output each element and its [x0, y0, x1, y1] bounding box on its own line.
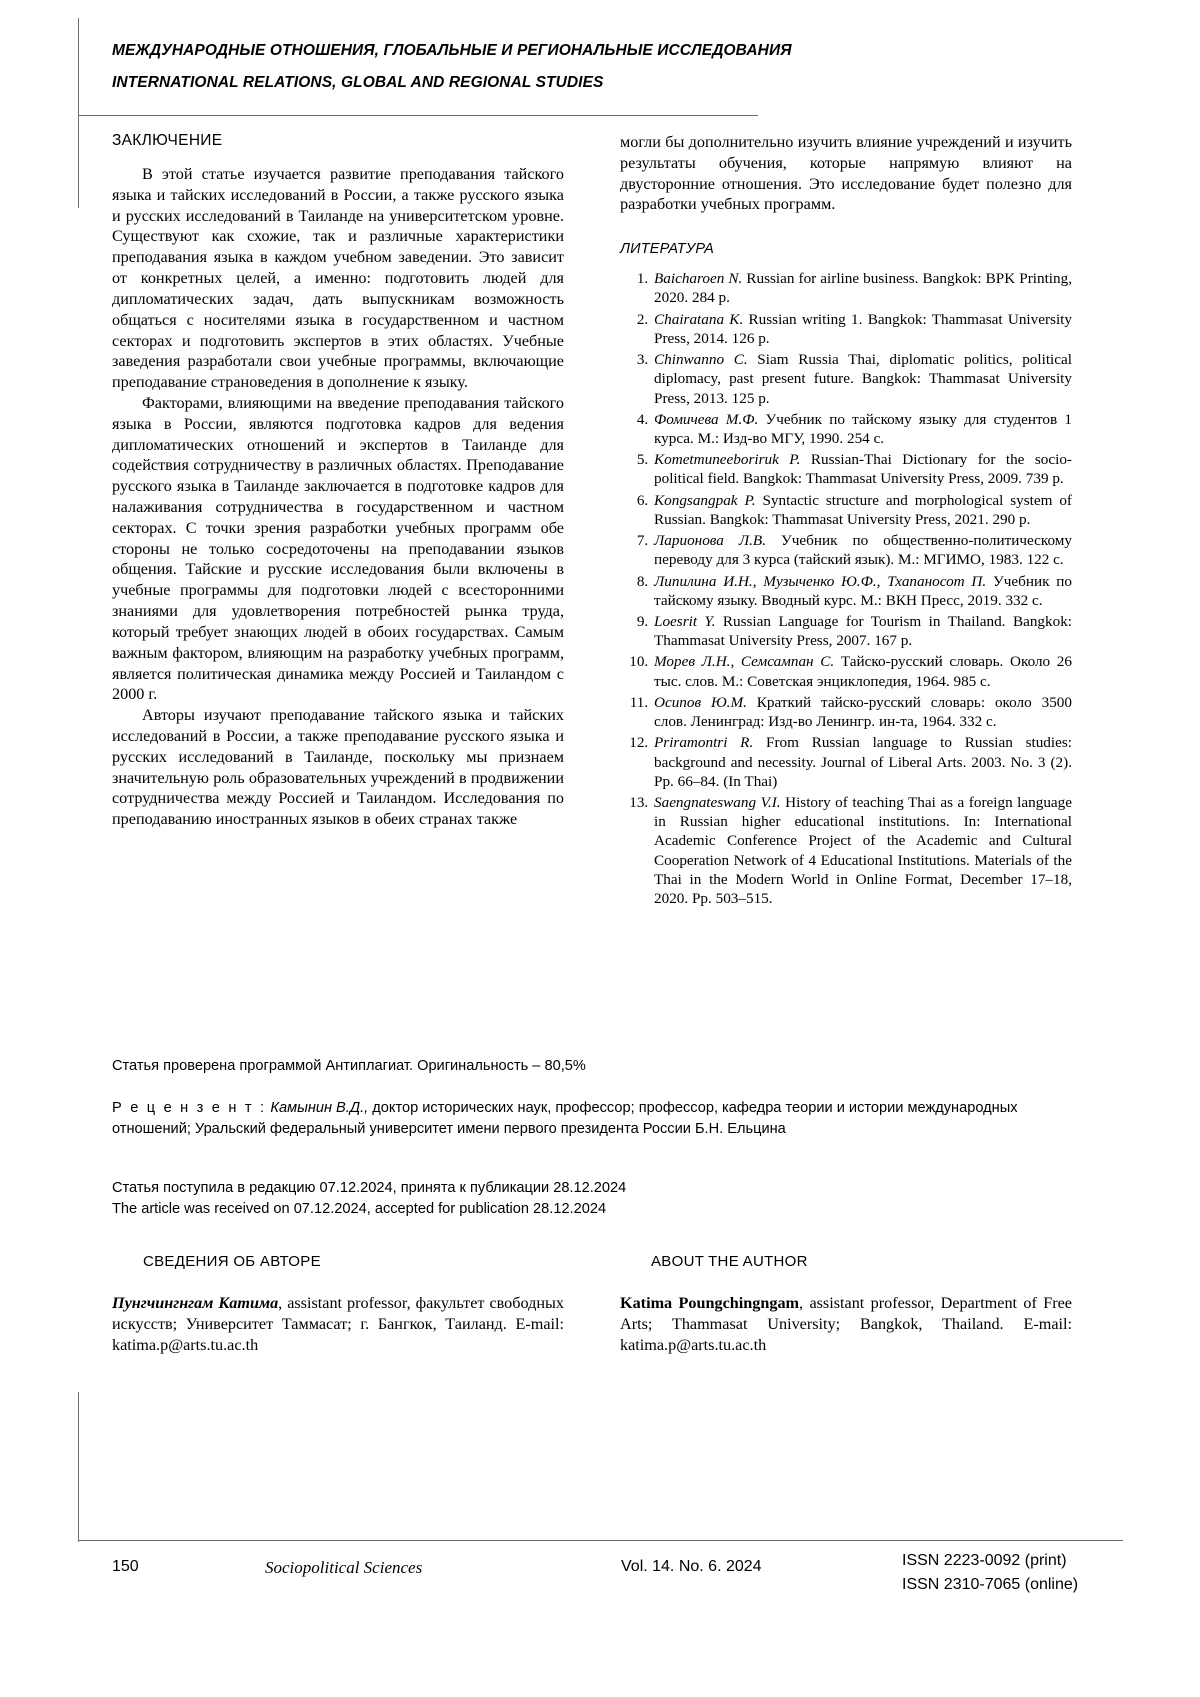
- reference-text: Учебник по общественно-политическому переводу для 3 курса (тайский язык). М.: МГИМО, 1983. 122 с.: [654, 532, 1072, 569]
- reviewer-name: Камынин В.Д.,: [270, 1100, 369, 1116]
- header-divider: [78, 115, 758, 116]
- received-dates: [112, 1178, 1072, 1219]
- section-heading-conclusion: ЗАКЛЮЧЕНИЕ: [112, 132, 223, 149]
- reference-item: [652, 612, 1072, 650]
- reference-text: Syntactic structure and morphological system of Russian. Bangkok: Thammasat University Press, 2021. 290 p.: [654, 491, 1072, 528]
- reference-item: [652, 652, 1072, 690]
- journal-name: Sociopolitical Sciences: [265, 1558, 423, 1577]
- footer-divider: [78, 1540, 1123, 1541]
- running-head-en: INTERNATIONAL RELATIONS, GLOBAL AND REGIONAL STUDIES: [112, 74, 604, 91]
- reference-author: Фомичева М.Ф.: [654, 410, 759, 428]
- author-info-en: [620, 1293, 1072, 1356]
- references-heading: ЛИТЕРАТУРА: [620, 241, 714, 258]
- reference-item: [652, 531, 1072, 569]
- reference-item: [652, 410, 1072, 448]
- reference-author: Chairatana K.: [654, 310, 744, 328]
- crop-rule-left-bottom: [78, 1392, 79, 1542]
- references-list: [620, 269, 1072, 908]
- reference-author: Липилина И.Н., Музыченко Ю.Ф., Тхапаносот П.: [654, 572, 987, 590]
- issn-print: ISSN 2223-0092 (print): [902, 1552, 1067, 1569]
- reference-item: [652, 269, 1072, 307]
- reviewer-label: Р е ц е н з е н т :: [112, 1100, 267, 1116]
- reference-author: Осипов Ю.М.: [654, 693, 747, 711]
- crop-rule-left-top: [78, 18, 79, 208]
- author-info-heading-ru: СВЕДЕНИЯ ОБ АВТОРЕ: [143, 1253, 321, 1270]
- author-info-heading-en: ABOUT THE AUTHOR: [651, 1253, 808, 1270]
- received-en: The article was received on 07.12.2024, accepted for publication 28.12.2024: [112, 1200, 607, 1217]
- conclusion-paragraph-1: В этой статье изучается развитие преподавания тайского языка и тайских исследований в России, а также русского языка и русских исследований в Таиланде на университетском уровне. Существуют как схожие, так и различные характеристики преподавания языка в каждом учебном заведении. Это зависит от конкретных целей, а именно: подготовить людей для дипломатических задач, дать выпускникам возможность общаться с носителями языка в государственном и частном секторах и подготовить экспертов в этих областях. Учебные заведения разработали свои учебные программы, включающие преподавание страноведения в дополнение к языку.: [112, 165, 564, 392]
- reference-item: [652, 450, 1072, 488]
- conclusion-paragraph-3: Авторы изучают преподавание тайского языка и тайских исследований в России, а также преподавание русского языка и русских исследований в Таиланде, поскольку мы признаем значительную роль образовательных учреждений в продвижении сотрудничества между Россией и Таиландом. Исследования по преподаванию иностранных языков в обеих странах также: [112, 706, 564, 829]
- reference-text: Russian for airline business. Bangkok: BPK Printing, 2020. 284 p.: [654, 270, 1072, 307]
- conclusion-paragraph-2: Факторами, влияющими на введение преподавания тайского языка в России, являются подготовка кадров для ведения дипломатических отношений и экспертов в Таиланде для содействия сотрудничеству в различных областях. Преподавание русского языка в Таиланде заключается в подготовке кадров для налаживания сотрудничества в государственном и частном секторах. С точки зрения разработки учебных программ обе стороны не только сосредоточены на преподавании языков общения. Тайские и русские исследования были включены в учебные программы для подготовки людей с всесторонними знаниями для удовлетворения потребностей рынка труда, который требует знающих людей в обоих государствах. Самым важным фактором, влияющим на разработку учебных программ, является политическая динамика между Россией и Таиландом с 2000 г.: [112, 393, 564, 704]
- reference-text: Russian Language for Tourism in Thailand. Bangkok: Thammasat University Press, 2007. 167 p.: [654, 612, 1073, 650]
- author-affiliation-ru: , assistant professor, факультет свободных искусств; Университет Таммасат; г. Бангкок, Таиланд. E-mail: katima.p@arts.tu.ac.th: [112, 1294, 564, 1355]
- reference-author: Kongsangpak P.: [654, 491, 756, 509]
- reviewer-note: [112, 1098, 1072, 1139]
- column-left: [112, 132, 564, 830]
- reference-text: Russian-Thai Dictionary for the socio-political field. Bangkok: Thammasat University Press, 2009. 739 p.: [654, 451, 1072, 488]
- author-name-ru: Пунгчингнгам Катима: [112, 1294, 279, 1312]
- reference-text: Тайско-русский словарь. Около 26 тыс. слов. М.: Советская энциклопедия, 1964. 985 с.: [654, 653, 1072, 690]
- author-affiliation-en: , assistant professor, Department of Free Arts; Thammasat University; Bangkok, Thailand. E-mail: katima.p@arts.tu.ac.th: [620, 1294, 1072, 1355]
- reference-item: [652, 572, 1072, 610]
- reference-text: From Russian language to Russian studies: background and necessity. Journal of Liberal Arts. 2003. No. 3 (2). Pp. 66–84. (In Thai): [654, 734, 1072, 790]
- reference-author: Ларионова Л.В.: [654, 532, 767, 550]
- reference-text: Учебник по тайскому языку. Вводный курс. М.: ВКН Пресс, 2019. 332 с.: [654, 572, 1072, 609]
- reference-author: Морев Л.Н., Семсампан С.: [654, 653, 835, 671]
- reference-author: Baicharoen N.: [654, 270, 743, 288]
- reviewer-affiliation: доктор исторических наук, профессор; профессор, кафедра теории и истории международных отношений; Уральский федеральный университет имени первого президента России Б.Н. Ельцина: [112, 1100, 1018, 1137]
- reference-author: Priramontri R.: [654, 734, 754, 752]
- reference-author: Loesrit Y.: [654, 612, 716, 630]
- issn-online: ISSN 2310-7065 (online): [902, 1576, 1079, 1593]
- antiplagiat-note: Статья проверена программой Антиплагиат. Оригинальность – 80,5%: [112, 1058, 586, 1074]
- running-head-ru: МЕЖДУНАРОДНЫЕ ОТНОШЕНИЯ, ГЛОБАЛЬНЫЕ И РЕГИОНАЛЬНЫЕ ИССЛЕДОВАНИЯ: [112, 42, 792, 59]
- reference-item: [652, 310, 1072, 348]
- reference-item: [652, 693, 1072, 731]
- author-info-ru: [112, 1293, 564, 1356]
- column-right: [620, 132, 1072, 910]
- volume-issue: Vol. 14. No. 6. 2024: [621, 1558, 762, 1575]
- received-ru: Статья поступила в редакцию 07.12.2024, принята к публикации 28.12.2024: [112, 1180, 627, 1196]
- reference-text: Siam Russia Thai, diplomatic politics, political diplomacy, past present future. Bangkok: Thammasat University Press, 2013. 125 p.: [654, 351, 1072, 407]
- reference-author: Kometmuneeboriruk P.: [654, 451, 801, 469]
- reference-item: [652, 491, 1072, 529]
- page-number: 150: [112, 1558, 139, 1575]
- reference-item: [652, 350, 1072, 408]
- reference-text: Краткий тайско-русский словарь: около 3500 слов. Ленинград: Изд-во Ленингр. ин-та, 1964. 332 с.: [654, 693, 1072, 731]
- reference-text: History of teaching Thai as a foreign language in Russian higher educational institutions. In: International Academic Conference Project of the Academic and Cultural Cooperation Network of 4 Educational Institutions. Materials of the Thai in the Modern World in Online Format, December 17–18, 2020. Pp. 503–515.: [654, 793, 1072, 908]
- reference-text: Учебник по тайскому языку для студентов 1 курса. М.: Изд-во МГУ, 1990. 254 с.: [654, 410, 1072, 447]
- reference-text: Russian writing 1. Bangkok: Thammasat University Press, 2014. 126 p.: [654, 310, 1072, 347]
- author-name-en: Katima Poungchingngam: [620, 1294, 800, 1312]
- reference-item: [652, 733, 1072, 791]
- conclusion-paragraph-3-continued: могли бы дополнительно изучить влияние учреждений и изучить результаты обучения, которые напрямую влияют на двусторонние отношения. Это исследование будет полезно для разработки учебных программ.: [620, 133, 1072, 214]
- reference-author: Chinwanno C.: [654, 351, 748, 369]
- reference-author: Saengnateswang V.I.: [654, 793, 781, 811]
- reference-item: [652, 793, 1072, 908]
